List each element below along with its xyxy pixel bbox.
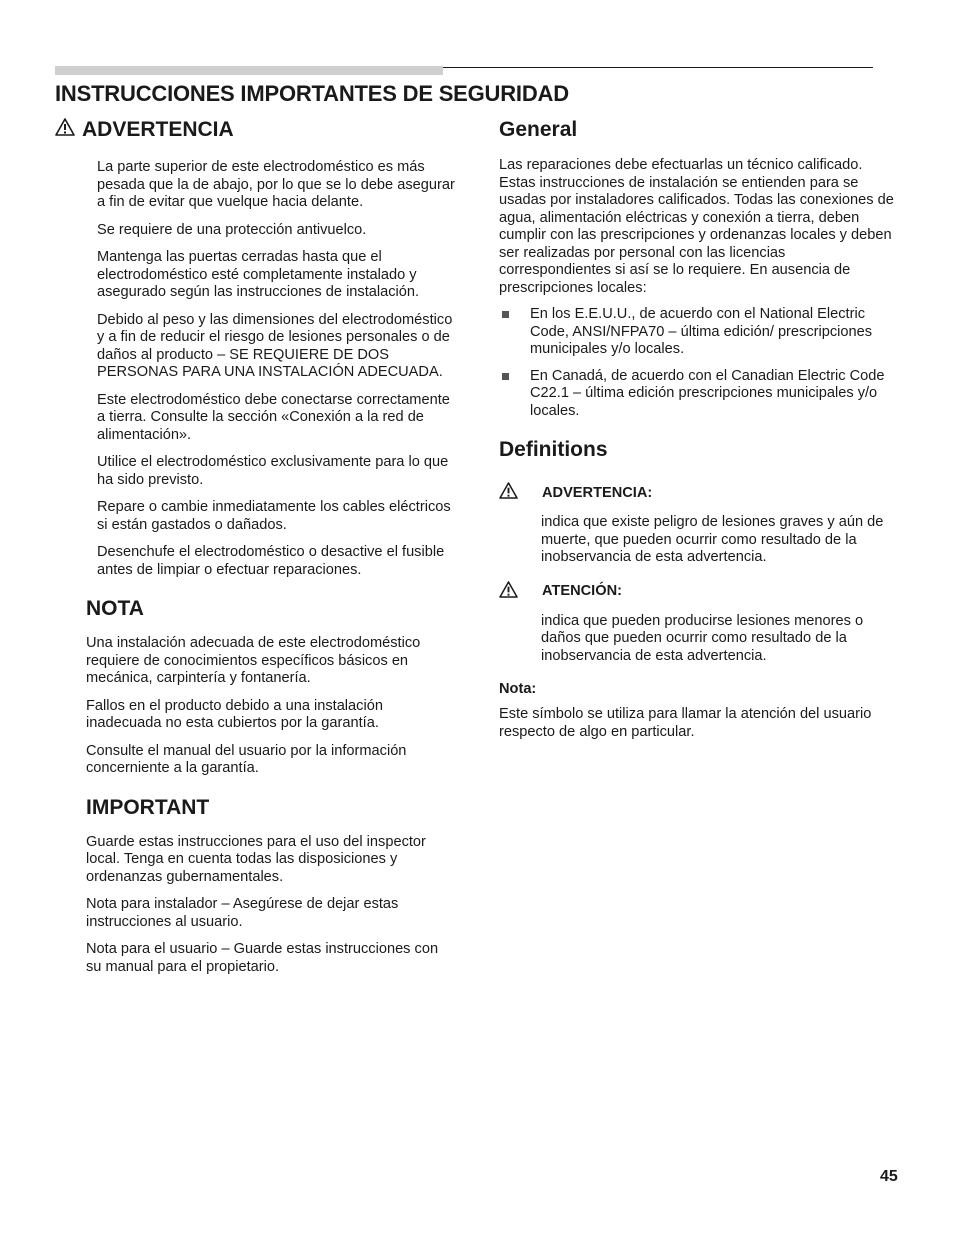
general-intro: Las reparaciones debe efectuarlas un técnico calificado. Estas instrucciones de instalación se entienden para se usadas por instaladores calificados. Todas las conexiones de agua, alimentación eléctricas y conexión a tierra, deben cumplir con las prescripciones y ordenanzas locales y deben ser realizadas por personal con las licencias correspondientes si así se lo requiere. En ausencia de prescripciones locales: [499, 157, 894, 296]
list-item [499, 306, 899, 359]
important-heading: IMPORTANT [86, 795, 210, 819]
definition-caution-label [499, 581, 899, 602]
warning-heading [55, 118, 455, 142]
definition-caution-term: ATENCIÓN: [542, 583, 622, 599]
list-item [499, 368, 899, 421]
nota-heading: NOTA [86, 597, 144, 620]
general-list [499, 306, 899, 420]
warning-paragraph: Debido al peso y las dimensiones del electrodoméstico y a fin de reducir el riesgo de lesiones personales o de daños al producto – SE REQUIERE DE DOS PERSONAS PARA UNA INSTALACIÓN ADECUADA. [97, 311, 453, 380]
page-number: 45 [880, 1168, 898, 1185]
right-column [499, 118, 899, 741]
warning-heading-label: ADVERTENCIA [82, 118, 234, 141]
warning-paragraph: Utilice el electrodoméstico exclusivamente para lo que ha sido previsto. [97, 454, 449, 488]
warning-paragraph: Repare o cambie inmediatamente los cables eléctricos si están gastados o dañados. [97, 499, 451, 533]
important-paragraph: Guarde estas instrucciones para el uso del inspector local. Tenga en cuenta todas las disposiciones y ordenanzas gubernamentales. [86, 833, 426, 885]
general-heading: General [499, 118, 578, 141]
nota-paragraph: Fallos en el producto debido a una instalación inadecuada no esta cubiertos por la garantía. [86, 697, 383, 731]
warning-paragraph: Desenchufe el electrodoméstico o desactive el fusible antes de limpiar o efectuar reparaciones. [97, 544, 445, 578]
warning-triangle-icon [55, 118, 75, 142]
definition-note-label: Nota: [499, 681, 537, 697]
warning-paragraph: Mantenga las puertas cerradas hasta que el electrodoméstico esté completamente instalado y asegurado según las instrucciones de instalación. [97, 249, 420, 300]
warning-paragraph: Se requiere de una protección antivuelco. [97, 221, 367, 238]
definition-warning-term: ADVERTENCIA: [542, 484, 653, 501]
definitions-heading: Definitions [499, 438, 608, 461]
header-rule-thick [55, 66, 443, 75]
definition-note-text: Este símbolo se utiliza para llamar la atención del usuario respecto de algo en particular. [499, 706, 872, 740]
square-bullet-icon [502, 373, 509, 380]
list-item-text: En los E.E.U.U., de acuerdo con el National Electric Code, ANSI/NFPA70 – última edición/ prescripciones municipales y/o locales. [530, 306, 873, 357]
definition-warning-label [499, 482, 899, 503]
header-rule-thin [443, 67, 873, 68]
warning-triangle-icon [499, 482, 518, 503]
page-title: INSTRUCCIONES IMPORTANTES DE SEGURIDAD [55, 81, 569, 106]
warning-paragraph: La parte superior de este electrodoméstico es más pesada que la de abajo, por lo que se lo debe asegurar a fin de evitar que vuelque hacia delante. [97, 159, 455, 210]
nota-paragraph: Una instalación adecuada de este electrodoméstico requiere de conocimientos específicos básicos en mecánica, carpintería y fontanería. [86, 635, 421, 686]
important-paragraph: Nota para el usuario – Guarde estas instrucciones con su manual para el propietario. [86, 941, 439, 975]
definition-caution-text: indica que pueden producirse lesiones menores o daños que pueden ocurrir como resultado de la inobservancia de esta advertencia. [541, 612, 864, 664]
left-column [55, 118, 455, 976]
warning-paragraph: Este electrodoméstico debe conectarse correctamente a tierra. Consulte la sección «Conexión a la red de alimentación». [97, 391, 450, 443]
list-item-text: En Canadá, de acuerdo con el Canadian Electric Code C22.1 – última edición prescripciones municipales y/o locales. [530, 367, 885, 419]
nota-paragraph: Consulte el manual del usuario por la información concerniente a la garantía. [86, 742, 407, 776]
definition-warning-text: indica que existe peligro de lesiones graves y aún de muerte, que pueden ocurrir como resultado de la inobservancia de esta advertencia. [541, 514, 884, 565]
important-paragraph: Nota para instalador – Asegúrese de dejar estas instrucciones al usuario. [86, 896, 399, 930]
square-bullet-icon [502, 311, 509, 318]
warning-triangle-icon [499, 581, 518, 602]
